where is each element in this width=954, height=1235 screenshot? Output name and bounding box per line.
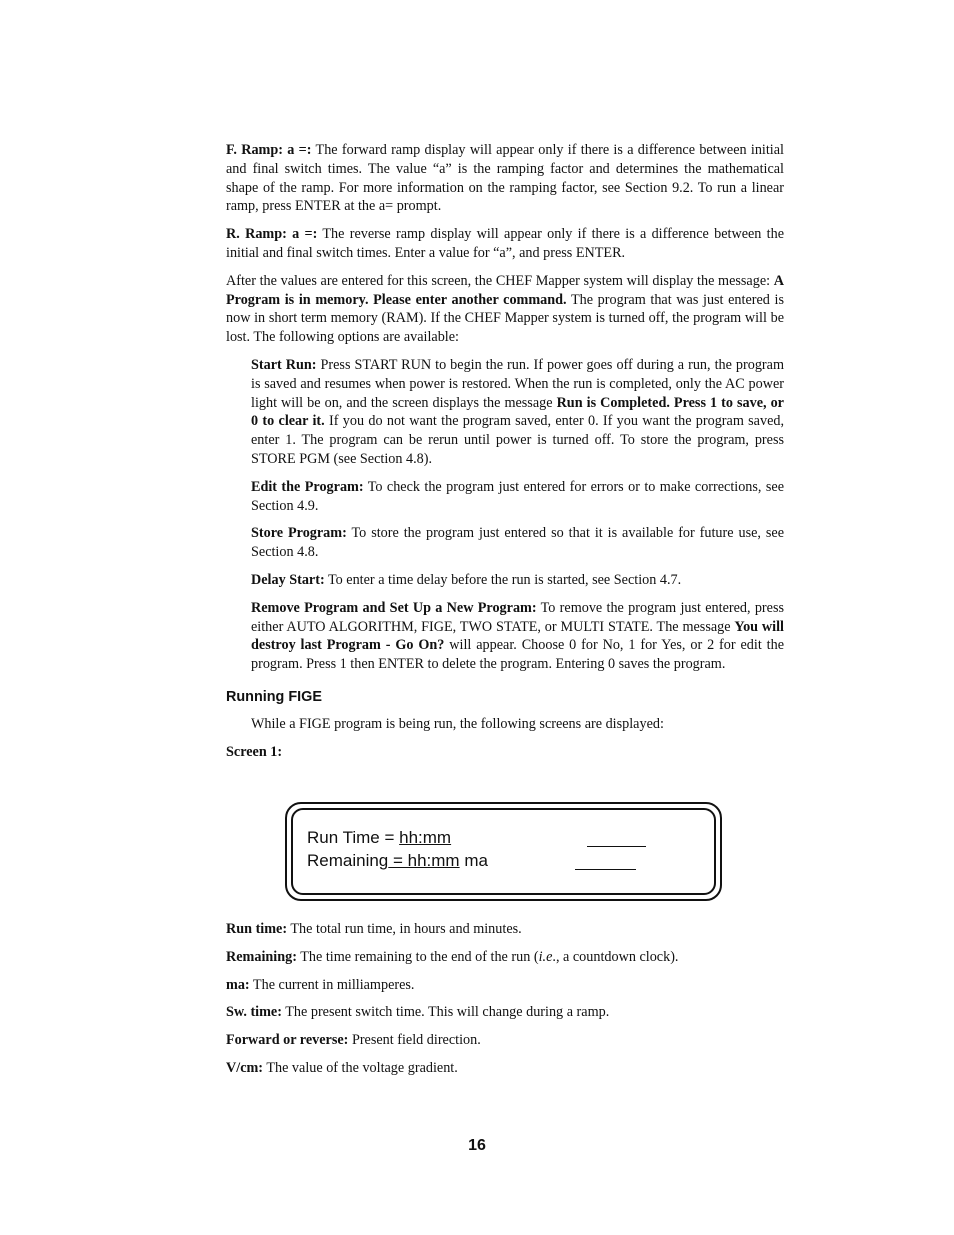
- lcd-blank-field-1: [587, 846, 646, 847]
- framp-paragraph: F. Ramp: a =: The forward ramp display will appear only if there is a difference between initial and final switch times. The value “a” is the ramping factor and determines the mathematical shape of the ramp. For more information on the ramping factor, see Section 9.2. To run a linear ramp, press ENTER at the a= prompt.: [226, 142, 784, 215]
- def-sw-time: Sw. time: The present switch time. This will change during a ramp.: [226, 1004, 610, 1021]
- edit-program-paragraph: Edit the Program: To check the program just entered for errors or to make corrections, see Section 4.9.: [251, 478, 784, 514]
- definitions-list: [226, 920, 784, 1087]
- start-run-paragraph: Start Run: Press START RUN to begin the run. If power goes off during a run, the program is saved and resumes when power is restored. When the run is completed, only the AC power light will be on, and the screen displays the message Run is Completed. Press 1 to save, or 0 to clear it. If you do not want the program saved, enter 0. If you want the program saved, enter 1. The program can be rerun until power is turned off. To store the program, press STORE PGM (see Section 4.8).: [251, 356, 785, 467]
- def-forward-reverse: Forward or reverse: Present field direction.: [226, 1032, 481, 1049]
- lcd-screen: [285, 802, 722, 901]
- lcd-blank-field-2: [575, 869, 636, 870]
- remove-program-paragraph: Remove Program and Set Up a New Program: To remove the program just entered, press either AUTO ALGORITHM, FIGE, TWO STATE, or MULTI STATE. The message You will destroy last Program - Go On? will appear. Choose 0 for No, 1 for Yes, or 2 for edit the program. Press 1 then ENTER to delete the program. Entering 0 saves the program.: [251, 599, 784, 673]
- delay-start-paragraph: Delay Start: To enter a time delay before the run is started, see Section 4.7.: [251, 571, 682, 588]
- page-number: 16: [468, 1137, 486, 1154]
- def-run-time: Run time: The total run time, in hours and minutes.: [226, 921, 522, 937]
- section-heading: Running FIGE: [226, 688, 322, 705]
- after-values-paragraph: After the values are entered for this screen, the CHEF Mapper system will display the message: A Program is in memory. Please enter another command. The program that was just entered is now in short term memory (RAM). If the CHEF Mapper system is turned off, the program will be lost. The following options are available:: [226, 272, 784, 346]
- rramp-paragraph: R. Ramp: a =: The reverse ramp display will appear only if there is a difference between the initial and final switch times. Enter a value for “a”, and press ENTER.: [226, 226, 784, 261]
- screen-label: Screen 1:: [226, 743, 283, 760]
- rramp-term: R. Ramp: a =:: [226, 226, 318, 243]
- page-body: [226, 141, 784, 771]
- framp-term: F. Ramp: a =:: [226, 142, 312, 158]
- def-vcm: V/cm: The value of the voltage gradient.: [226, 1059, 458, 1076]
- section-intro: While a FIGE program is being run, the following screens are displayed:: [251, 715, 664, 732]
- lcd-line-run-time: Run Time = hh:mm: [307, 828, 452, 847]
- lcd-line-remaining: Remaining = hh:mm ma: [307, 851, 488, 870]
- store-program-paragraph: Store Program: To store the program just entered so that it is available for future use, see Section 4.8.: [251, 525, 784, 561]
- def-remaining: Remaining: The time remaining to the end of the run (i.e., a countdown clock).: [226, 948, 679, 965]
- def-ma: ma: The current in milliamperes.: [226, 976, 415, 993]
